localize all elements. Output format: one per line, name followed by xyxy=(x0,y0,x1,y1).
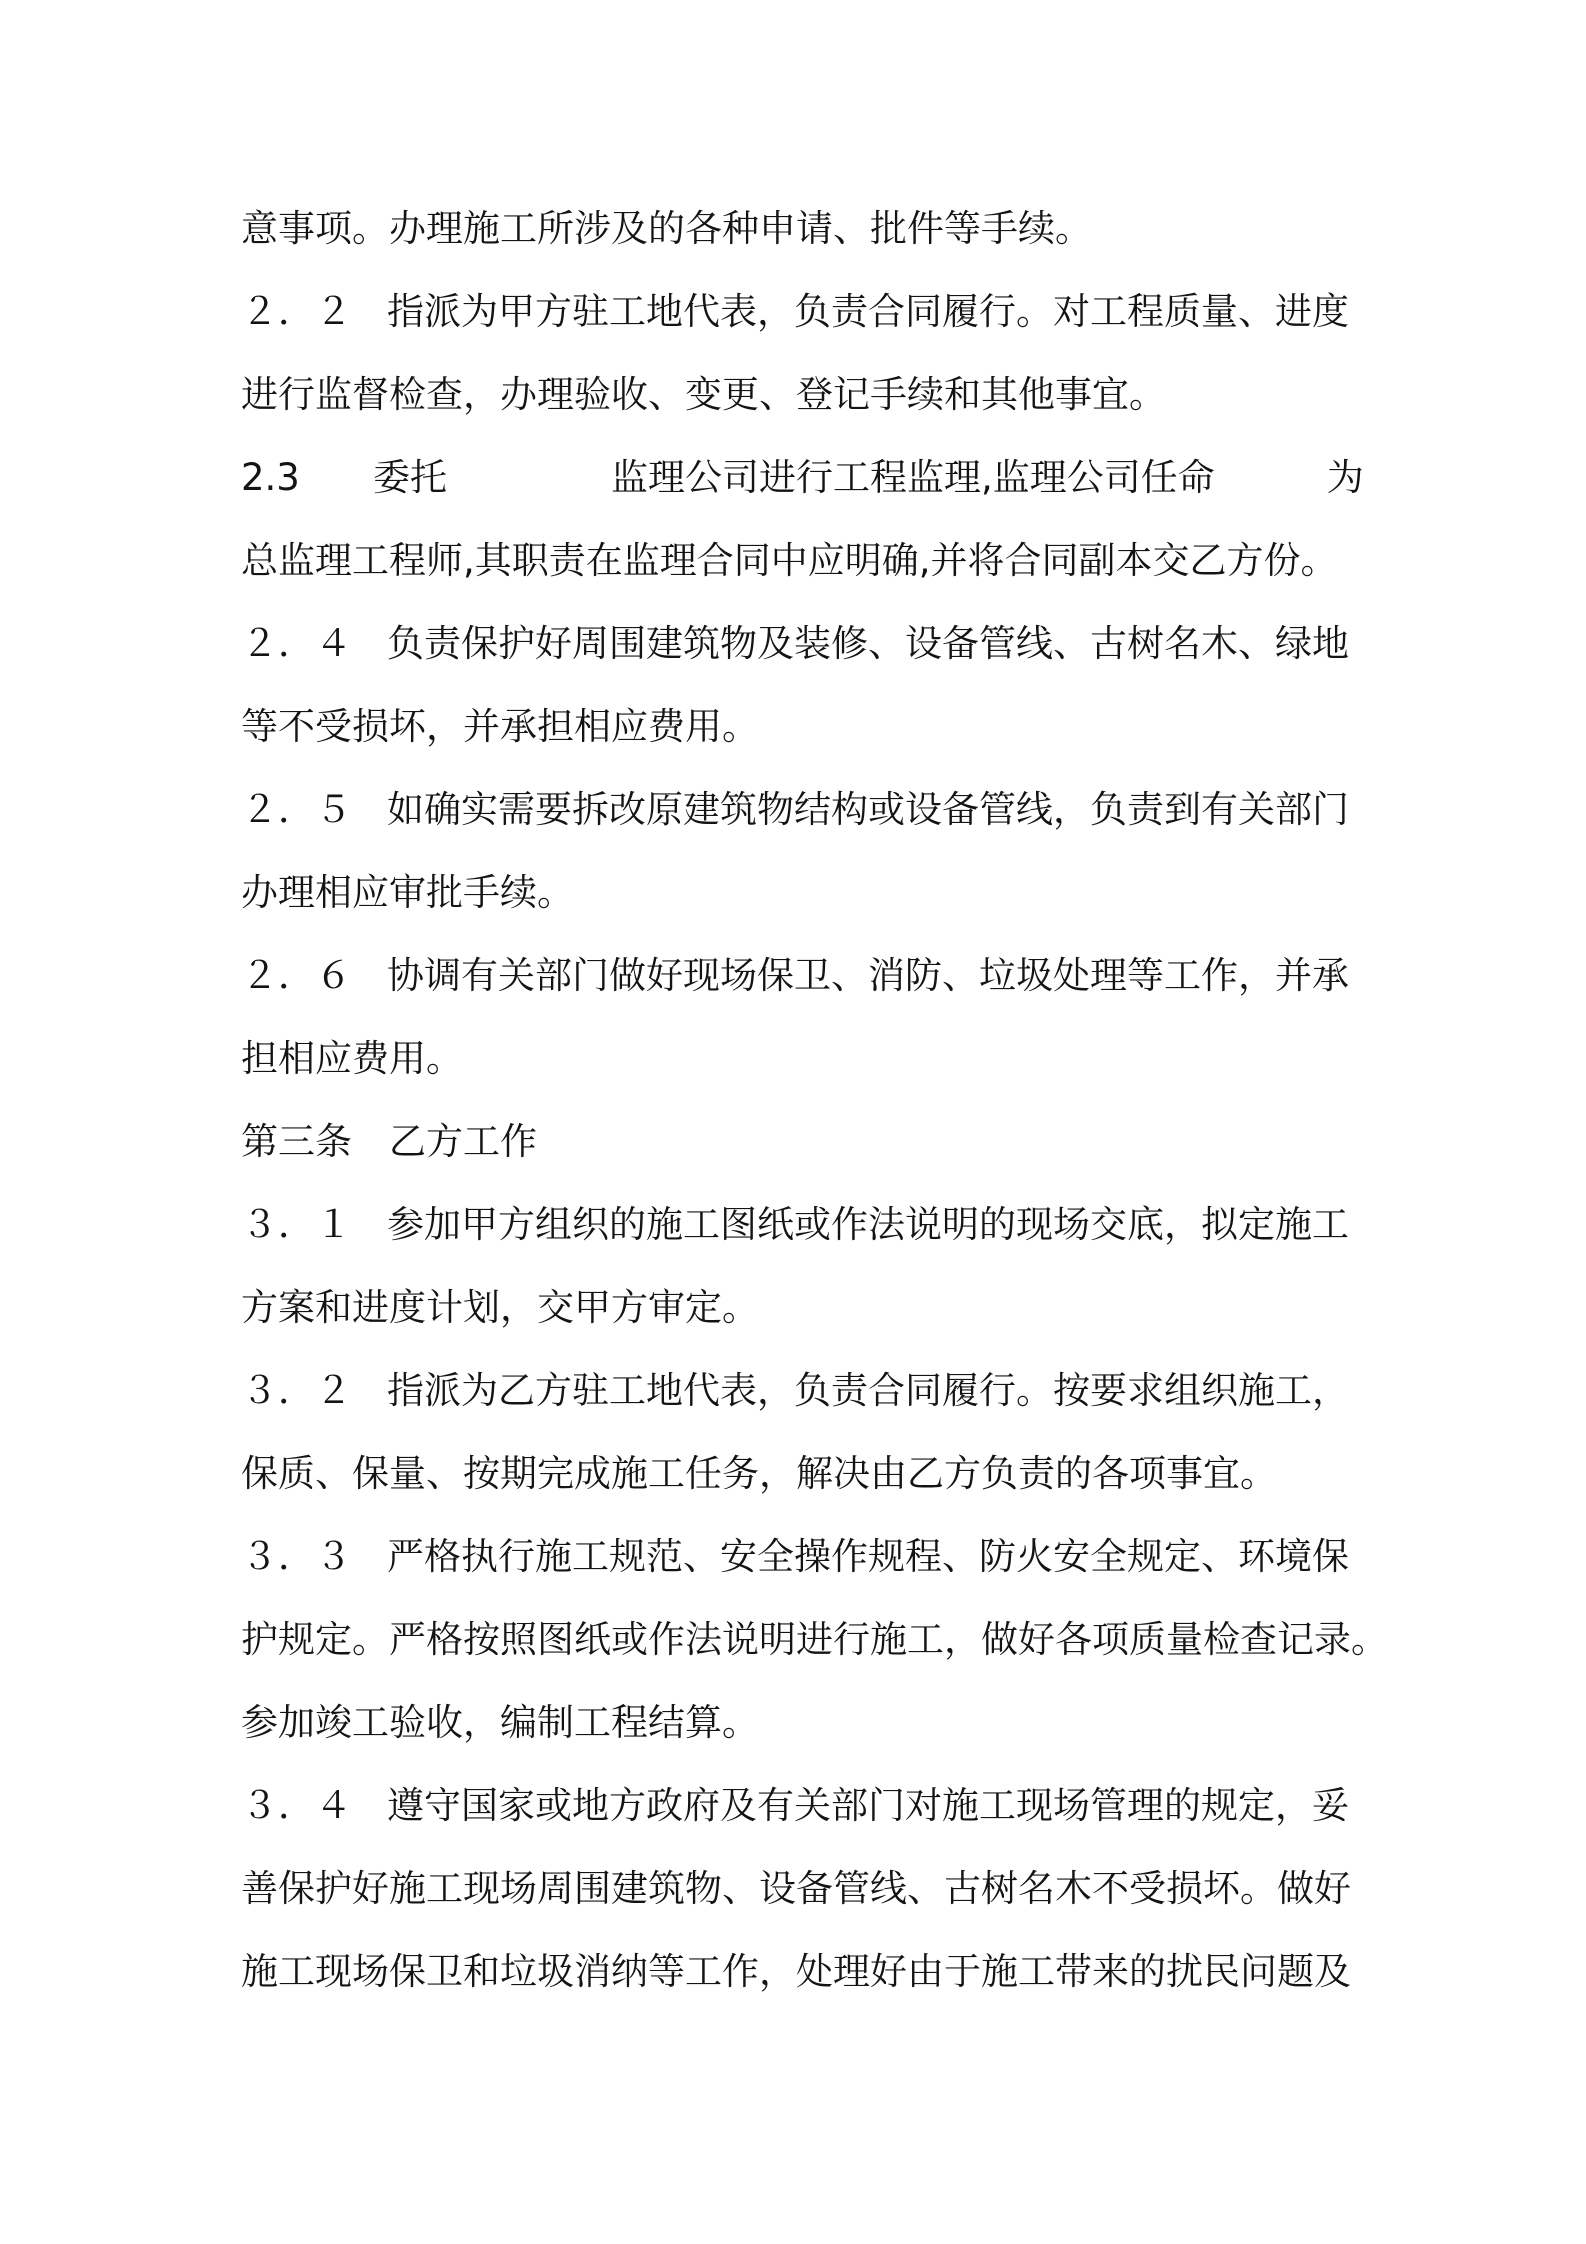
clause-number: ２．２ xyxy=(241,290,352,333)
paragraph-line xyxy=(241,372,1356,418)
paragraph-line xyxy=(241,1866,1356,1912)
paragraph-line xyxy=(241,1700,1356,1746)
clause-number: ３．２ xyxy=(241,1369,352,1412)
line-text: 指派为乙方驻工地代表，负责合同履行。按要求组织施工， xyxy=(387,1369,1349,1412)
line-text: 施工现场保卫和垃圾消纳等工作，处理好由于施工带来的扰民问题及 xyxy=(241,1950,1351,1993)
line-text-a: 委托 xyxy=(373,456,447,499)
clause-2-5-line xyxy=(241,787,1356,833)
line-text: 保质、保量、按期完成施工任务，解决由乙方负责的各项事宜。 xyxy=(241,1452,1277,1495)
paragraph-line xyxy=(241,206,1356,252)
line-text: 协调有关部门做好现场保卫、消防、垃圾处理等工作，并承 xyxy=(387,954,1349,997)
line-text: 负责保护好周围建筑物及装修、设备管线、古树名木、绿地 xyxy=(387,622,1349,665)
line-text: 遵守国家或地方政府及有关部门对施工现场管理的规定，妥 xyxy=(387,1784,1349,1827)
line-text: 参加竣工验收，编制工程结算。 xyxy=(241,1701,759,1744)
paragraph-line xyxy=(241,538,1356,584)
clause-2-3-line xyxy=(241,455,1364,501)
paragraph-line xyxy=(241,1451,1356,1497)
line-text: 指派为甲方驻工地代表，负责合同履行。对工程质量、进度 xyxy=(387,290,1349,333)
paragraph-line xyxy=(241,1617,1388,1663)
clause-number: ３．１ xyxy=(241,1203,352,1246)
clause-number: ３．４ xyxy=(241,1784,352,1827)
line-text: 进行监督检查，办理验收、变更、登记手续和其他事宜。 xyxy=(241,373,1166,416)
line-text-c: 为 xyxy=(1326,456,1364,499)
paragraph-line xyxy=(241,1036,1356,1082)
paragraph-line xyxy=(241,1285,1356,1331)
clause-3-4-line xyxy=(241,1783,1356,1829)
paragraph-line xyxy=(241,1949,1356,1995)
line-text: 方案和进度计划，交甲方审定。 xyxy=(241,1286,759,1329)
line-text: 等不受损坏，并承担相应费用。 xyxy=(241,705,759,748)
line-text: 参加甲方组织的施工图纸或作法说明的现场交底，拟定施工 xyxy=(387,1203,1349,1246)
line-text: 办理相应审批手续。 xyxy=(241,871,574,914)
clause-number: ２．５ xyxy=(241,788,352,831)
clause-2-2-line xyxy=(241,289,1356,335)
section-title: 第三条 乙方工作 xyxy=(241,1120,537,1163)
line-text: 严格执行施工规范、安全操作规程、防火安全规定、环境保 xyxy=(387,1535,1349,1578)
clause-2-4-line xyxy=(241,621,1356,667)
clause-3-3-line xyxy=(241,1534,1356,1580)
clause-number: 2.3 xyxy=(241,456,300,499)
clause-3-2-line xyxy=(241,1368,1356,1414)
clause-2-6-line xyxy=(241,953,1356,999)
line-text: 总监理工程师,其职责在监理合同中应明确,并将合同副本交乙方份。 xyxy=(241,539,1338,582)
section-heading xyxy=(241,1119,1356,1165)
line-text: 善保护好施工现场周围建筑物、设备管线、古树名木不受损坏。做好 xyxy=(241,1867,1351,1910)
paragraph-line xyxy=(241,704,1356,750)
clause-number: ３．３ xyxy=(241,1535,352,1578)
line-text-b: 监理公司进行工程监理,监理公司任命 xyxy=(611,456,1215,499)
clause-number: ２．４ xyxy=(241,622,352,665)
line-text: 担相应费用。 xyxy=(241,1037,463,1080)
clause-3-1-line xyxy=(241,1202,1356,1248)
paragraph-line xyxy=(241,870,1356,916)
line-text: 如确实需要拆改原建筑物结构或设备管线，负责到有关部门 xyxy=(387,788,1349,831)
clause-number: ２．６ xyxy=(241,954,352,997)
line-text: 护规定。严格按照图纸或作法说明进行施工，做好各项质量检查记录。 xyxy=(241,1618,1388,1661)
line-text: 意事项。办理施工所涉及的各种申请、批件等手续。 xyxy=(241,207,1092,250)
